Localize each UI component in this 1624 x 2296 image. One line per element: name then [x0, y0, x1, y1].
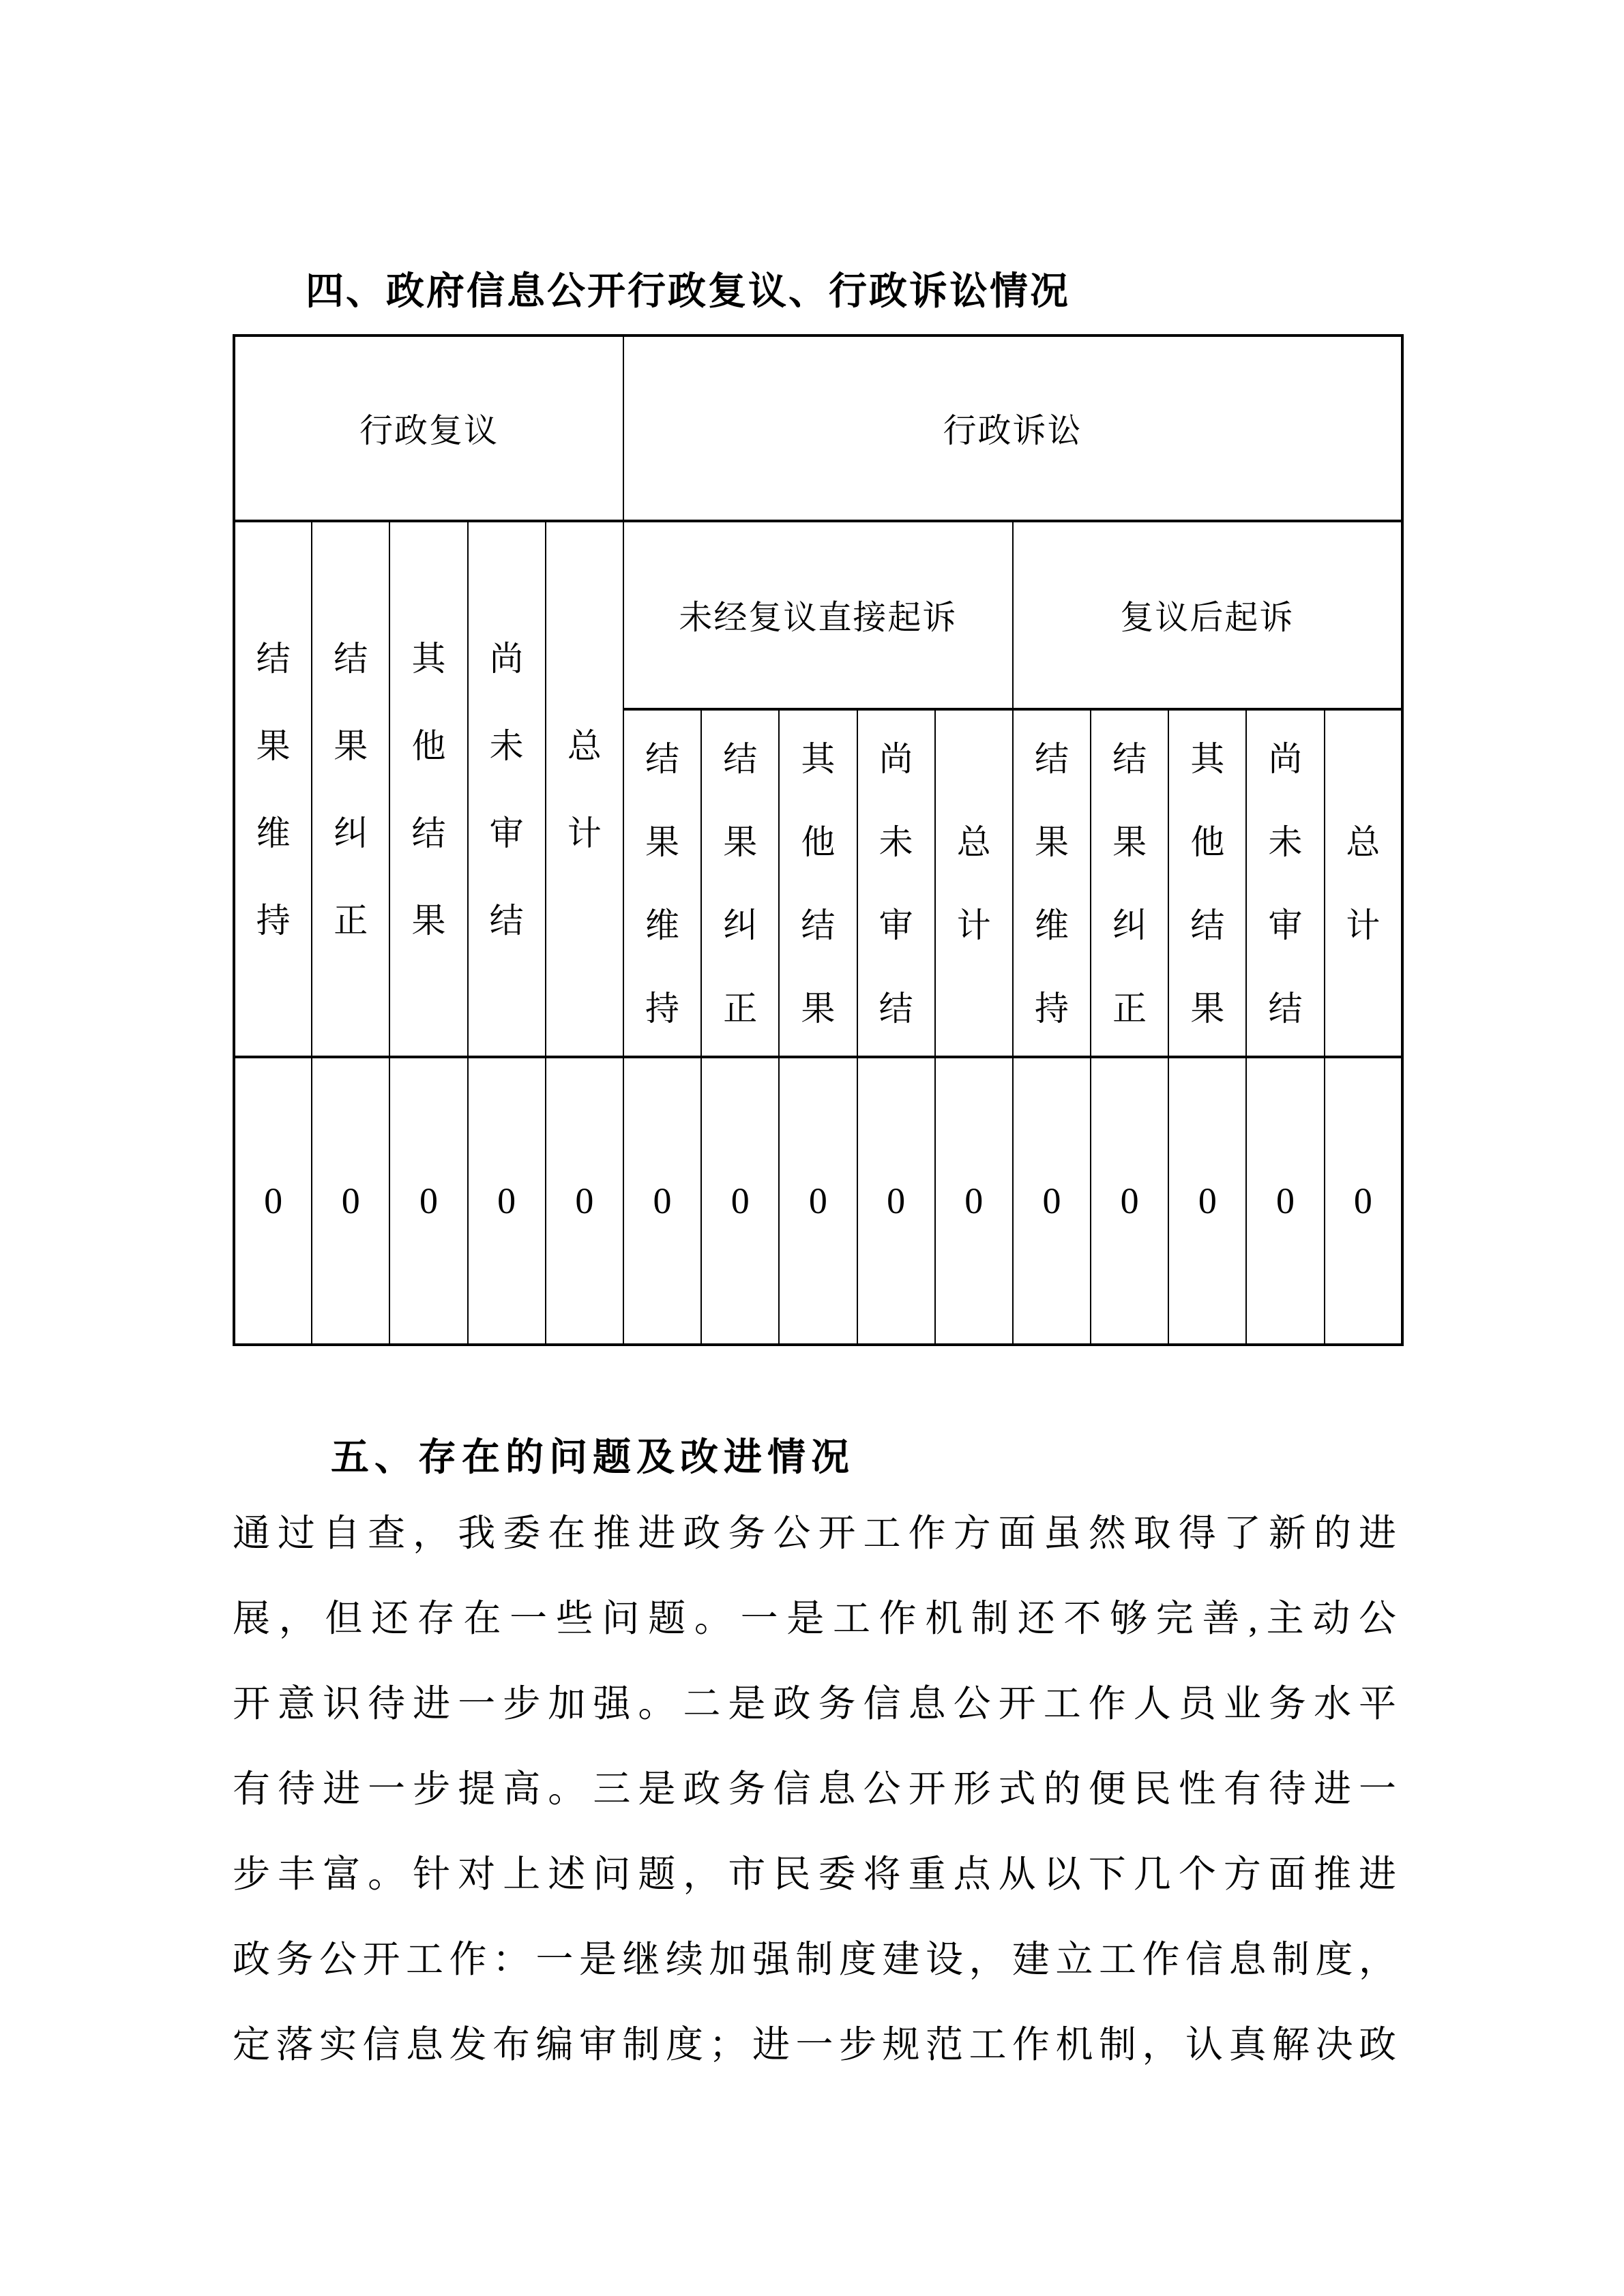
paragraph-line: 步丰富。针对上述问题，市民委将重点从以下几个方面推进: [233, 1853, 1396, 1895]
col-header-direct-pending: 尚 未 审 结: [857, 709, 935, 1057]
data-cell: 0: [1013, 1057, 1091, 1345]
col-header-review-total: 总 计: [546, 521, 623, 1057]
paragraph-line: 通过自查，我委在推进政务公开工作方面虽然取得了新的进: [233, 1512, 1396, 1554]
paragraph-line: 政务公开工作：一是继续加强制度建设，建立工作信息制度，: [233, 1939, 1396, 1980]
paragraph-line: 开意识待进一步加强。二是政务信息公开工作人员业务水平: [233, 1683, 1396, 1725]
group-header-administrative-review: 行政复议: [234, 336, 623, 521]
group-header-administrative-litigation: 行政诉讼: [623, 336, 1402, 521]
data-cell: 0: [935, 1057, 1013, 1345]
col-header-review-result-upheld: 结 果 维 持: [234, 521, 312, 1057]
paragraph-line: 有待进一步提高。三是政务信息公开形式的便民性有待进一: [233, 1768, 1396, 1810]
paragraph-line: 展，但还存在一些问题。一是工作机制还不够完善,主动公: [233, 1598, 1396, 1639]
subgroup-header-direct-litigation: 未经复议直接起诉: [623, 521, 1013, 709]
col-header-direct-total: 总 计: [935, 709, 1013, 1057]
data-cell: 0: [1168, 1057, 1246, 1345]
col-header-after-other-result: 其 他 结 果: [1168, 709, 1246, 1057]
review-litigation-table: [233, 334, 1404, 1346]
col-header-direct-result-corrected: 结 果 纠 正: [701, 709, 779, 1057]
col-header-after-result-upheld: 结 果 维 持: [1013, 709, 1091, 1057]
data-cell: 0: [468, 1057, 546, 1345]
data-cell: 0: [389, 1057, 467, 1345]
data-row: [234, 1057, 1402, 1345]
section5-heading: 五、存在的问题及改进情况: [331, 1435, 855, 1480]
col-header-after-total: 总 计: [1325, 709, 1402, 1057]
col-header-review-result-corrected: 结 果 纠 正: [312, 521, 389, 1057]
subgroup-header-row: [234, 521, 1402, 709]
col-header-after-result-corrected: 结 果 纠 正: [1091, 709, 1168, 1057]
data-cell: 0: [234, 1057, 312, 1345]
col-header-review-pending: 尚 未 审 结: [468, 521, 546, 1057]
data-cell: 0: [1091, 1057, 1168, 1345]
data-cell: 0: [546, 1057, 623, 1345]
data-cell: 0: [623, 1057, 701, 1345]
data-cell: 0: [1325, 1057, 1402, 1345]
group-header-row: [234, 336, 1402, 521]
subgroup-header-litigation-after-review: 复议后起诉: [1013, 521, 1402, 709]
data-cell: 0: [312, 1057, 389, 1345]
data-cell: 0: [1246, 1057, 1324, 1345]
col-header-review-other-result: 其 他 结 果: [389, 521, 467, 1057]
paragraph-line: 定落实信息发布编审制度；进一步规范工作机制，认真解决政: [233, 2024, 1396, 2066]
section5-paragraph: [233, 1491, 1396, 2087]
section4-heading: 四、政府信息公开行政复议、行政诉讼情况: [306, 269, 1070, 314]
data-cell: 0: [701, 1057, 779, 1345]
data-cell: 0: [779, 1057, 857, 1345]
col-header-direct-result-upheld: 结 果 维 持: [623, 709, 701, 1057]
col-header-direct-other-result: 其 他 结 果: [779, 709, 857, 1057]
data-cell: 0: [857, 1057, 935, 1345]
col-header-after-pending: 尚 未 审 结: [1246, 709, 1324, 1057]
